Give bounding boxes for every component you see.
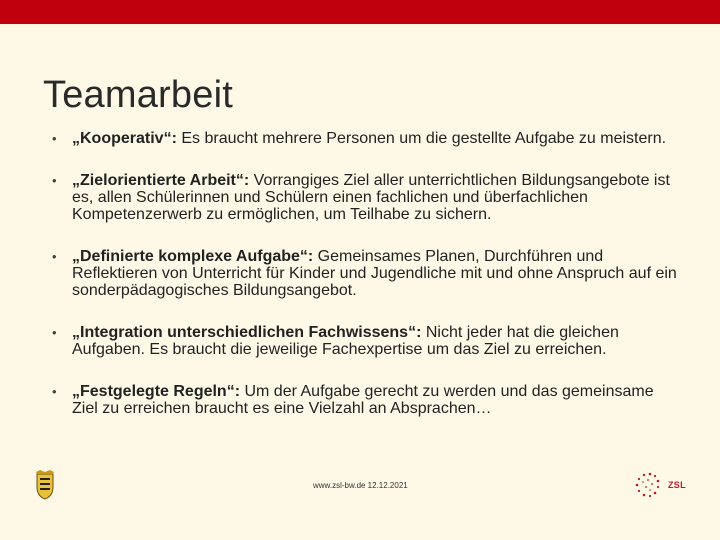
bullet-item xyxy=(52,248,682,299)
bullet-marker: • xyxy=(52,131,57,146)
bullet-text: Gemeinsames Planen, Durchführen und Reflektieren von Unterricht für Kinder und Jugendliche mit und ohne Anspruch auf ein sonderpädagogisches Bildungsangebot. xyxy=(72,248,677,299)
bullet-marker: • xyxy=(52,249,57,264)
bullet-item xyxy=(52,383,682,417)
bullet-item xyxy=(52,130,682,147)
bullet-marker: • xyxy=(52,325,57,340)
footer-url-date: www.zsl-bw.de 12.12.2021 xyxy=(313,481,408,490)
coat-of-arms-icon xyxy=(34,470,56,500)
bullet-text: Um der Aufgabe gerecht zu werden und das gemeinsame Ziel zu erreichen braucht es eine Vielzahl an Absprachen… xyxy=(72,383,654,417)
bullet-item xyxy=(52,324,682,358)
slide-title: Teamarbeit xyxy=(43,74,233,116)
bullet-item xyxy=(52,172,682,223)
bullet-term: „Integration unterschiedlichen Fachwissens“: xyxy=(72,324,422,341)
top-accent-bar xyxy=(0,0,720,24)
bullet-marker: • xyxy=(52,384,57,399)
bullet-list xyxy=(52,130,682,417)
bullet-term: „Definierte komplexe Aufgabe“: xyxy=(72,248,314,265)
bullet-term: „Zielorientierte Arbeit“: xyxy=(72,172,250,189)
bullet-text: Nicht jeder hat die gleichen Aufgaben. Es braucht die jeweilige Fachexpertise um das Ziel zu erreichen. xyxy=(72,324,619,358)
bullet-text: Es braucht mehrere Personen um die gestellte Aufgabe zu meistern. xyxy=(176,130,667,147)
bullet-term: „Kooperativ“: xyxy=(72,130,177,147)
bullet-text: Vorrangiges Ziel aller unterrichtlichen Bildungsangebote ist es, allen Schülerinnen und Schülern einen fachlichen und überfachlichen Kompetenzerwerb zu ermöglichen, um Teilhabe zu sichern. xyxy=(72,172,670,223)
bullet-term: „Festgelegte Regeln“: xyxy=(72,383,241,400)
zsl-logo-text: ZSL xyxy=(668,480,686,490)
bullet-marker: • xyxy=(52,173,57,188)
